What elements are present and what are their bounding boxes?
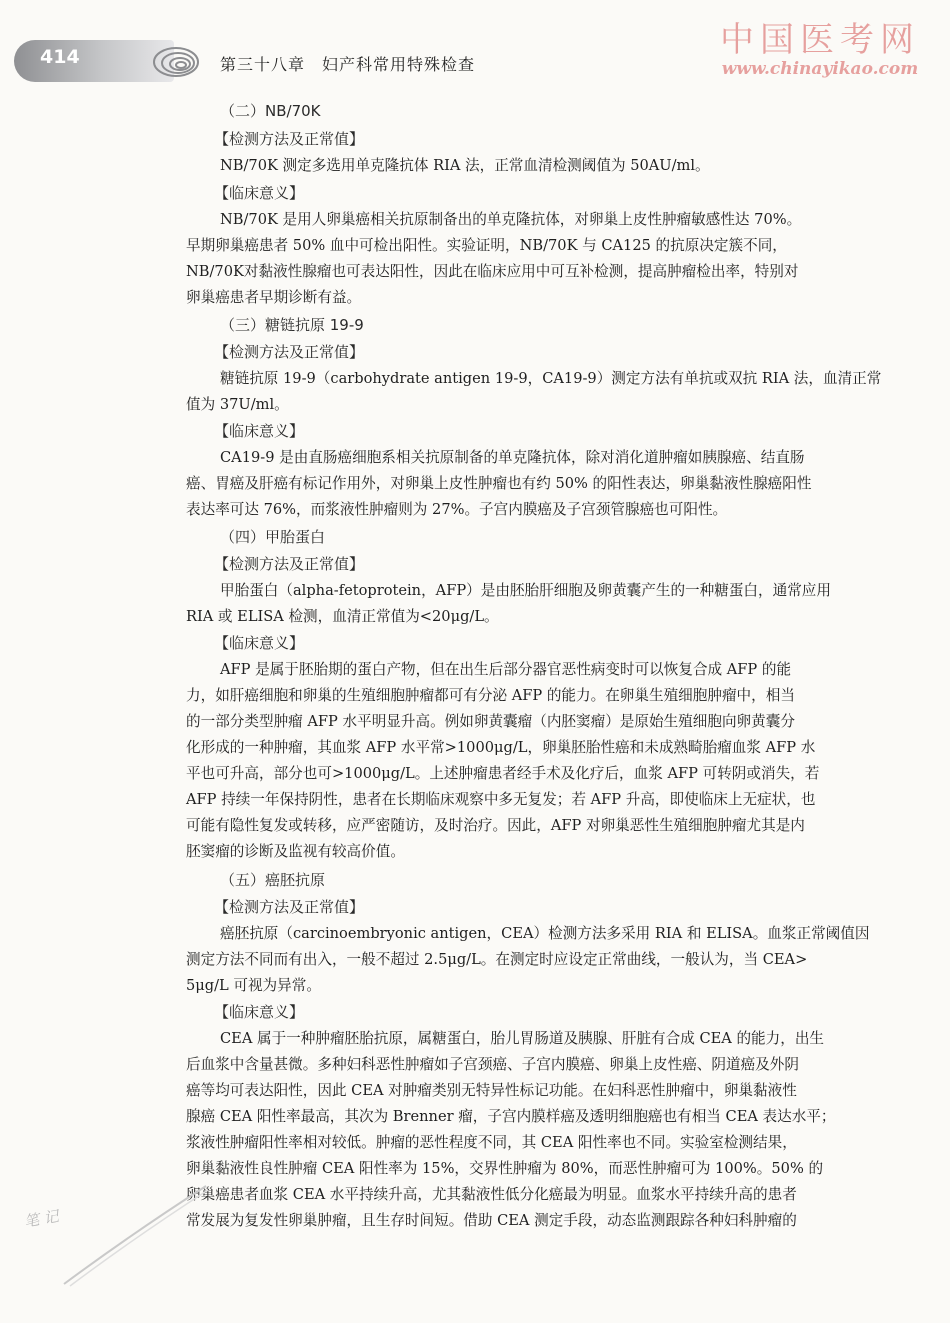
subsection-heading: 【检测方法及正常值】: [214, 343, 365, 361]
subsection-heading: 【检测方法及正常值】: [214, 130, 365, 148]
subsection-heading: 【检测方法及正常值】: [214, 555, 365, 573]
subsection-heading: 【临床意义】: [214, 422, 305, 440]
text-line: 腺癌 CEA 阳性率最高，其次为 Brenner 瘤，子宫内膜样癌及透明细胞癌也有相当 CEA 表达水平；: [186, 1108, 836, 1125]
text-line: 表达率可达 76%，而浆液性肿瘤则为 27%。子宫内膜癌及子宫颈管腺癌也可阳性。: [186, 501, 728, 518]
text-line: 糖链抗原 19-9（carbohydrate antigen 19-9，CA19-9）测定方法有单抗或双抗 RIA 法，血清正常: [220, 370, 882, 387]
text-line: AFP 持续一年保持阴性，患者在长期临床观察中多无复发；若 AFP 升高，即使临床上无症状，也: [186, 791, 816, 808]
page-number: 414: [40, 46, 80, 68]
text-line: 平也可升高，部分也可>1000μg/L。上述肿瘤患者经手术及化疗后，血浆 AFP 可转阴或消失，若: [186, 765, 820, 782]
pen-stroke-icon: [60, 1180, 210, 1290]
chapter-title: 第三十八章 妇产科常用特殊检查: [220, 55, 476, 74]
text-line: RIA 或 ELISA 检测，血清正常值为<20μg/L。: [186, 608, 499, 625]
watermark: [700, 12, 940, 79]
watermark-url: www.chinayikao.com: [721, 59, 919, 79]
text-line: AFP 是属于胚胎期的蛋白产物，但在出生后部分器官恶性病变时可以恢复合成 AFP 的能: [220, 661, 792, 678]
text-line: 值为 37U/ml。: [186, 396, 289, 413]
text-line: 的一部分类型肿瘤 AFP 水平明显升高。例如卵黄囊瘤（内胚窦瘤）是原始生殖细胞向卵黄囊分: [186, 713, 795, 730]
text-line: 卵巢黏液性良性肿瘤 CEA 阳性率为 15%，交界性肿瘤为 80%，而恶性肿瘤可为 100%。50% 的: [186, 1160, 824, 1177]
subsection-heading: 【检测方法及正常值】: [214, 898, 365, 916]
text-line: 浆液性肿瘤阳性率相对较低。肿瘤的恶性程度不同，其 CEA 阳性率也不同。实验室检测结果，: [186, 1134, 797, 1151]
text-line: NB/70K 是用人卵巢癌相关抗原制备出的单克隆抗体，对卵巢上皮性肿瘤敏感性达 70%。: [220, 211, 802, 228]
subsection-heading: 【临床意义】: [214, 184, 305, 202]
text-line: 卵巢癌患者早期诊断有益。: [186, 289, 362, 306]
margin-note: 笔 记: [22, 1207, 61, 1231]
section-heading: （三）糖链抗原 19-9: [220, 316, 364, 334]
text-line: 癌胚抗原（carcinoembryonic antigen，CEA）检测方法多采用 RIA 和 ELISA。血浆正常阈值因: [220, 925, 870, 942]
text-line: 后血浆中含量甚微。多种妇科恶性肿瘤如子宫颈癌、子宫内膜癌、卵巢上皮性癌、阴道癌及外阴: [186, 1056, 799, 1073]
text-line: 癌、胃癌及肝癌有标记作用外，对卵巢上皮性肿瘤也有约 50% 的阳性表达，卵巢黏液性腺癌阳性: [186, 475, 812, 492]
section-heading: （二）NB/70K: [220, 102, 321, 120]
section-heading: （四）甲胎蛋白: [220, 528, 326, 546]
text-line: 力，如肝癌细胞和卵巢的生殖细胞肿瘤都可有分泌 AFP 的能力。在卵巢生殖细胞肿瘤中，相当: [186, 687, 795, 704]
text-line: 测定方法不同而有出入，一般不超过 2.5μg/L。在测定时应设定正常曲线，一般认为，当 CEA>: [186, 951, 808, 968]
text-line: 胚窦瘤的诊断及监视有较高价值。: [186, 843, 405, 860]
section-heading: （五）癌胚抗原: [220, 871, 326, 889]
text-line: 5μg/L 可视为异常。: [186, 977, 321, 994]
subsection-heading: 【临床意义】: [214, 1003, 305, 1021]
text-line: 甲胎蛋白（alpha-fetoprotein，AFP）是由胚胎肝细胞及卵黄囊产生的一种糖蛋白，通常应用: [220, 582, 831, 599]
swirl-icon: [150, 34, 202, 86]
text-line: 癌等均可表达阳性，因此 CEA 对肿瘤类别无特异性标记功能。在妇科恶性肿瘤中，卵巢黏液性: [186, 1082, 797, 1099]
text-line: NB/70K对黏液性腺瘤也可表达阳性，因此在临床应用中可互补检测，提高肿瘤检出率，特别对: [186, 263, 799, 280]
text-line: 常发展为复发性卵巢肿瘤，且生存时间短。借助 CEA 测定手段，动态监测跟踪各种妇科肿瘤的: [186, 1212, 797, 1229]
text-line: 化形成的一种肿瘤，其血浆 AFP 水平常>1000μg/L，卵巢胚胎性癌和未成熟畸胎瘤血浆 AFP 水: [186, 739, 816, 756]
text-line: 卵巢癌患者血浆 CEA 水平持续升高，尤其黏液性低分化癌最为明显。血浆水平持续升高的患者: [186, 1186, 797, 1203]
text-line: CA19-9 是由直肠癌细胞系相关抗原制备的单克隆抗体，除对消化道肿瘤如胰腺癌、结直肠: [220, 449, 805, 466]
subsection-heading: 【临床意义】: [214, 634, 305, 652]
text-line: 早期卵巢癌患者 50% 血中可检出阳性。实验证明，NB/70K 与 CA125 的抗原决定簇不同，: [186, 237, 787, 254]
text-line: 可能有隐性复发或转移，应严密随访，及时治疗。因此，AFP 对卵巢恶性生殖细胞肿瘤尤其是内: [186, 817, 805, 834]
text-line: NB/70K 测定多选用单克隆抗体 RIA 法，正常血清检测阈值为 50AU/ml。: [220, 157, 710, 174]
watermark-text: 中国医考网: [720, 20, 920, 60]
text-line: CEA 属于一种肿瘤胚胎抗原，属糖蛋白，胎儿胃肠道及胰腺、肝脏有合成 CEA 的能力，出生: [220, 1030, 825, 1047]
